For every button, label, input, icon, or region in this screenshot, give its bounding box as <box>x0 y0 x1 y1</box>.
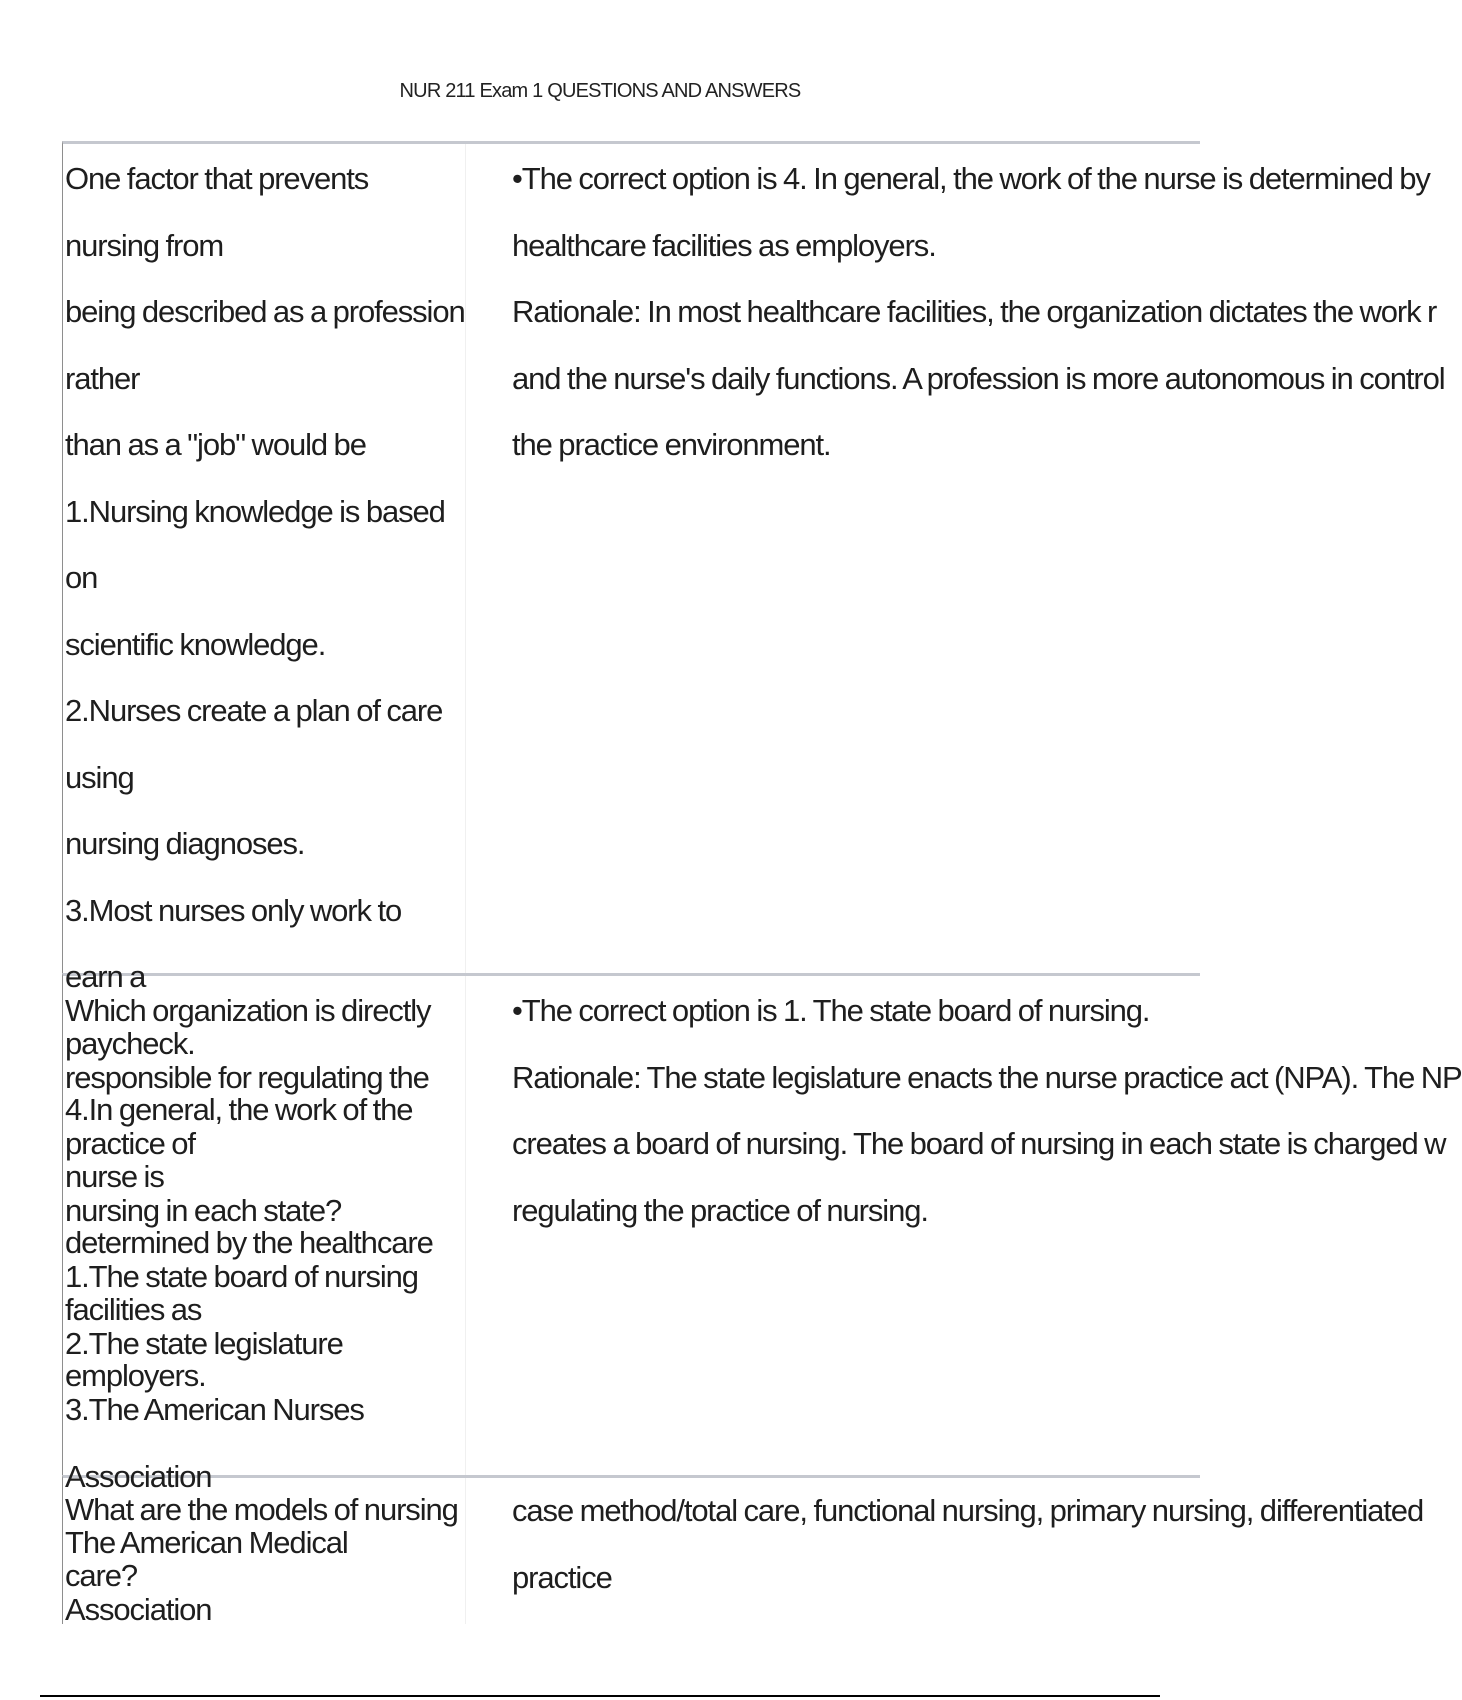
answer-line: case method/total care, functional nursing, primary nursing, differentiated <box>512 1493 1424 1528</box>
question-line: 2.Nurses create a plan of care using <box>65 693 443 795</box>
question-line: 2.The state legislature <box>65 1325 343 1361</box>
question-line: Which organization is directly <box>65 993 431 1028</box>
answer-line: and the nurse's daily functions. A profession is more autonomous in control <box>512 360 1445 396</box>
qa-table <box>62 141 1462 1627</box>
question-line: 1.Nursing knowledge is based on <box>65 493 445 595</box>
question-line: One factor that prevents nursing from <box>65 161 369 263</box>
question-line: employers. <box>65 1358 206 1393</box>
answer-line: the practice environment. <box>512 427 831 462</box>
answer-line: •The correct option is 1. The state board of nursing. <box>512 993 1150 1028</box>
question-line: paycheck. <box>65 1025 195 1061</box>
question-line: nursing in each state? <box>65 1192 342 1228</box>
question-line: responsible for regulating the practice of <box>65 1059 429 1161</box>
answer-cell <box>466 976 1462 1475</box>
footer-divider <box>40 1695 1160 1697</box>
question-line: nursing diagnoses. <box>65 826 305 861</box>
question-line: than as a "job" would be <box>65 427 366 462</box>
answer-line: creates a board of nursing. The board of nursing in each state is charged w <box>512 1126 1446 1161</box>
question-line: 1.The state board of nursing <box>65 1259 418 1294</box>
question-line: determined by the healthcare facilities as <box>65 1225 433 1327</box>
question-line: 3.The American Nurses Association <box>65 1392 364 1494</box>
qa-row <box>62 1475 1424 1624</box>
question-line: 4.In general, the work of the nurse is <box>65 1092 413 1194</box>
question-line: being described as a profession rather <box>65 294 465 396</box>
answer-line: •The correct option is 4. In general, the work of the nurse is determined by <box>512 161 1430 196</box>
question-cell <box>63 1478 466 1624</box>
answer-cell <box>466 144 1445 973</box>
question-line: What are the models of nursing care? <box>65 1491 458 1593</box>
answer-line: regulating the practice of nursing. <box>512 1192 928 1228</box>
question-line: The American Medical Association <box>65 1525 348 1627</box>
question-line: scientific knowledge. <box>65 626 326 662</box>
answer-line: Rationale: The state legislature enacts the nurse practice act (NPA). The NP <box>512 1059 1462 1095</box>
question-line: 3.Most nurses only work to earn a <box>65 892 402 994</box>
document-header: NUR 211 Exam 1 QUESTIONS AND ANSWERS <box>399 80 801 102</box>
answer-line: practice <box>512 1559 612 1595</box>
answer-cell <box>466 1478 1424 1624</box>
answer-line: healthcare facilities as employers. <box>512 227 936 263</box>
answer-line: Rationale: In most healthcare facilities, the organization dictates the work r <box>512 294 1437 329</box>
